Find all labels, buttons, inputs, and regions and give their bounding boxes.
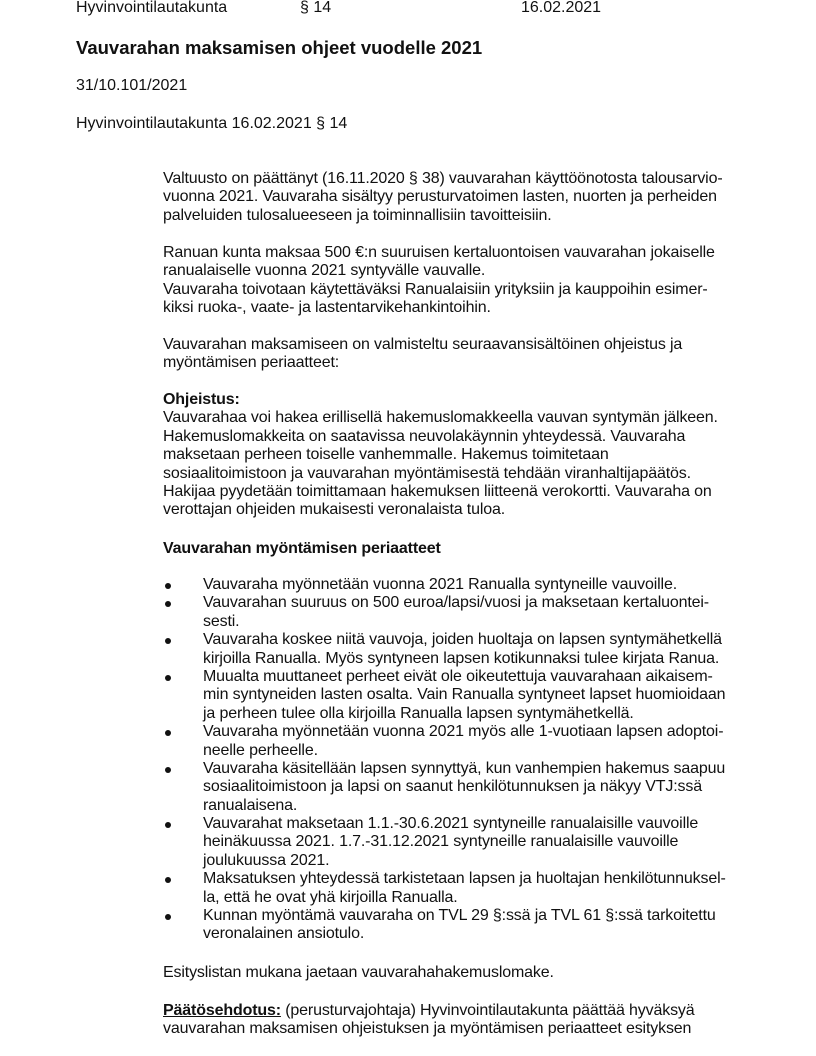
text-line: Valtuusto on päättänyt (16.11.2020 § 38) vauvarahan käyttöönotosta talousarvio-: [163, 170, 723, 187]
list-item: Vauvaraha myönnetään vuonna 2021 Ranualla syntyneille vauvoille.: [163, 576, 763, 594]
text-line: vuonna 2021. Vauvaraha sisältyy perusturvatoimen lasten, nuorten ja perheiden: [163, 188, 717, 206]
text-line: Vauvarahaa voi hakea erillisellä hakemuslomakkeella vauvan syntymän jälkeen.: [163, 409, 718, 427]
text-line: ranualaiselle vuonna 2021 syntyvälle vauvalle.: [163, 262, 486, 280]
proposal-label: Päätösehdotus:: [163, 1002, 281, 1019]
amount-paragraph: [163, 244, 763, 318]
bullet-icon: [165, 914, 171, 920]
guidance-heading: Ohjeistus:: [163, 391, 240, 408]
text-line: kiksi ruoka-, vaate- ja lastentarvikehankintoihin.: [163, 299, 491, 317]
prep-paragraph: [163, 336, 763, 373]
text-line: maksetaan perheen toiselle vanhemmalle. Hakemus toimitetaan: [163, 446, 609, 464]
text-line: Vauvarahan maksamiseen on valmisteltu seuraavansisältöinen ohjeistus ja: [163, 336, 683, 353]
bullet-icon: [165, 730, 171, 736]
record-number: 31/10.101/2021: [76, 77, 188, 94]
proposal-text: (perusturvajohtaja) Hyvinvointilautakunta päättää hyväksyä: [280, 1002, 695, 1019]
text-line: myöntämisen periaatteet:: [163, 354, 340, 372]
list-item: Vauvaraha koskee niitä vauvoja, joiden huoltaja on lapsen syntymähetkellä kirjoilla Ranualla. Myös syntyneen lapsen kotikunnaksi tulee kirjata Ranua.: [163, 631, 763, 668]
meeting-reference: Hyvinvointilautakunta 16.02.2021 § 14: [76, 115, 348, 132]
decision-proposal: [163, 1002, 763, 1039]
text-line: vauvarahan maksamisen ohjeistuksen ja myöntämisen periaatteet esityksen: [163, 1020, 692, 1038]
document-title: Vauvarahan maksamisen ohjeet vuodelle 2021: [76, 37, 483, 58]
principles-heading: Vauvarahan myöntämisen periaatteet: [163, 540, 441, 557]
list-item: Vauvaraha käsitellään lapsen synnyttyä, kun vanhempien hakemus saapuu sosiaalitoimistoon ja lapsi on saanut henkilötunnuksen ja näkyy VTJ:ssä ranualaisena.: [163, 760, 763, 815]
header-section: § 14: [300, 0, 332, 16]
attachment-note-block: [163, 964, 763, 982]
bullet-icon: [165, 877, 171, 883]
list-item: Kunnan myöntämä vauvaraha on TVL 29 §:ssä ja TVL 61 §:ssä tarkoitettu veronalainen ansiotulo.: [163, 907, 763, 944]
text-line: verottajan ohjeiden mukaisesti veronalaista tuloa.: [163, 501, 506, 519]
principles-list: [163, 576, 763, 944]
text-line: Hakijaa pyydetään toimittamaan hakemuksen liitteenä verokortti. Vauvaraha on: [163, 482, 712, 500]
list-item: Muualta muuttaneet perheet eivät ole oikeutettuja vauvarahaan aikaisem- min syntyneiden lasten osalta. Vain Ranualla syntyneet lapset huomioidaan ja perheen tulee olla kirjoilla Ranualla lapsen syntymähetkellä.: [163, 668, 763, 723]
text-line: palveluiden tulosalueeseen ja toiminnallisiin tavoitteisiin.: [163, 206, 552, 224]
text-line: Vauvaraha toivotaan käytettäväksi Ranualaisiin yrityksiin ja kauppoihin esimer-: [163, 280, 708, 298]
bullet-icon: [165, 583, 171, 589]
attachment-note: Esityslistan mukana jaetaan vauvarahahakemuslomake.: [163, 964, 554, 981]
bullet-icon: [165, 767, 171, 773]
guidance-section: [163, 391, 763, 520]
header-committee: Hyvinvointilautakunta: [76, 0, 228, 16]
bullet-icon: [165, 601, 171, 607]
list-item: Vauvarahat maksetaan 1.1.-30.6.2021 syntyneille ranualaisille vauvoille heinäkuussa 2021. 1.7.-31.12.2021 syntyneille ranualaisille vauvoille joulukuussa 2021.: [163, 815, 763, 870]
bullet-icon: [165, 675, 171, 681]
text-line: Hakemuslomakkeita on saatavissa neuvolakäynnin yhteydessä. Vauvaraha: [163, 427, 686, 445]
text-line: sosiaalitoimistoon ja vauvarahan myöntämisestä tehdään viranhaltijapäätös.: [163, 464, 691, 482]
list-item: Vauvaraha myönnetään vuonna 2021 myös alle 1-vuotiaan lapsen adoptoi- neelle perheelle.: [163, 723, 763, 760]
text-line: Ranuan kunta maksaa 500 €:n suuruisen kertaluontoisen vauvarahan jokaiselle: [163, 244, 715, 261]
bullet-icon: [165, 822, 171, 828]
intro-paragraph: [163, 170, 763, 225]
list-item: Vauvarahan suuruus on 500 euroa/lapsi/vuosi ja maksetaan kertaluontei- sesti.: [163, 594, 763, 631]
principles-section: [163, 540, 763, 558]
list-item: Maksatuksen yhteydessä tarkistetaan lapsen ja huoltajan henkilötunnuksel- la, että he ovat yhä kirjoilla Ranualla.: [163, 870, 763, 907]
bullet-icon: [165, 638, 171, 644]
header-date: 16.02.2021: [521, 0, 602, 16]
